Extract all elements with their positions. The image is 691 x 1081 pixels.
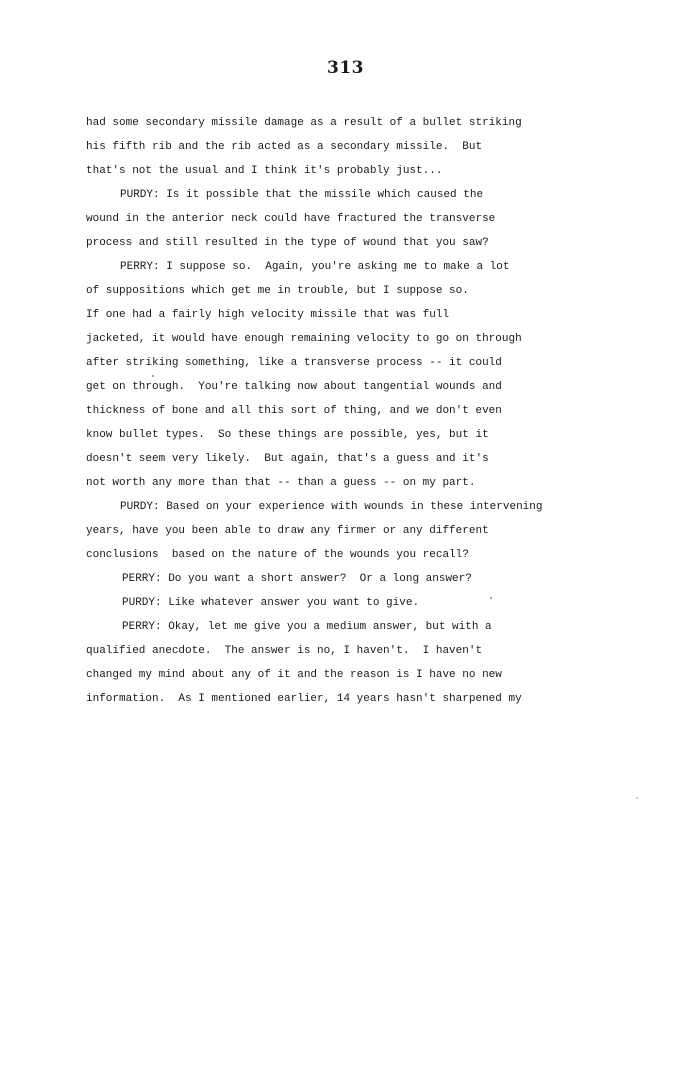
line-text: doesn't seem very likely. But again, that's a guess and it's [86,453,489,465]
line-text: had some secondary missile damage as a result of a bullet striking [86,117,522,129]
transcript-body [86,111,646,711]
line-text: not worth any more than that -- than a guess -- on my part. [86,477,476,489]
transcript-line [86,207,646,231]
line-text: Based on your experience with wounds in these intervening [159,501,543,513]
transcript-line [86,231,646,255]
transcript-line [86,159,646,183]
speaker-label: PURDY: [120,189,160,201]
transcript-line [86,351,646,375]
line-text: thickness of bone and all this sort of thing, and we don't even [86,405,502,417]
line-text: jacketed, it would have enough remaining velocity to go on through [86,333,522,345]
line-text: information. As I mentioned earlier, 14 years hasn't sharpened my [86,693,522,705]
scan-speck [636,797,638,799]
speaker-label: PERRY: [122,621,162,633]
line-text: know bullet types. So these things are possible, yes, but it [86,429,489,441]
scan-speck [490,597,492,599]
line-text: after striking something, like a transverse process -- it could [86,357,502,369]
transcript-line [86,327,646,351]
speaker-label: PURDY: [120,501,160,513]
transcript-line [86,591,646,615]
transcript-line [86,615,646,639]
transcript-line [86,279,646,303]
transcript-line [86,471,646,495]
transcript-line [86,303,646,327]
transcript-line [86,447,646,471]
transcript-line [86,183,646,207]
line-text: Okay, let me give you a medium answer, but with a [161,621,492,633]
line-text: process and still resulted in the type of wound that you saw? [86,237,489,249]
line-text: his fifth rib and the rib acted as a secondary missile. But [86,141,483,153]
speaker-label: PURDY: [122,597,162,609]
scan-speck [152,375,154,377]
transcript-line [86,639,646,663]
line-text: If one had a fairly high velocity missile that was full [86,309,450,321]
transcript-line [86,687,646,711]
transcript-line [86,543,646,567]
transcript-line [86,423,646,447]
line-text: that's not the usual and I think it's probably just... [86,165,443,177]
line-text: conclusions based on the nature of the wounds you recall? [86,549,469,561]
transcript-line [86,399,646,423]
line-text: Is it possible that the missile which caused the [159,189,484,201]
transcript-line [86,567,646,591]
page-number: 313 [327,58,364,78]
transcript-line [86,111,646,135]
transcript-line [86,495,646,519]
transcript-line [86,375,646,399]
line-text: wound in the anterior neck could have fractured the transverse [86,213,496,225]
transcript-line [86,255,646,279]
transcript-line [86,663,646,687]
line-text: years, have you been able to draw any firmer or any different [86,525,489,537]
line-text: of suppositions which get me in trouble, but I suppose so. [86,285,469,297]
speaker-label: PERRY: [122,573,162,585]
line-text: changed my mind about any of it and the reason is I have no new [86,669,502,681]
transcript-line [86,519,646,543]
line-text: qualified anecdote. The answer is no, I haven't. I haven't [86,645,483,657]
line-text: I suppose so. Again, you're asking me to make a lot [159,261,510,273]
transcript-line [86,135,646,159]
line-text: Do you want a short answer? Or a long answer? [161,573,472,585]
line-text: get on through. You're talking now about tangential wounds and [86,381,502,393]
speaker-label: PERRY: [120,261,160,273]
line-text: Like whatever answer you want to give. [161,597,420,609]
